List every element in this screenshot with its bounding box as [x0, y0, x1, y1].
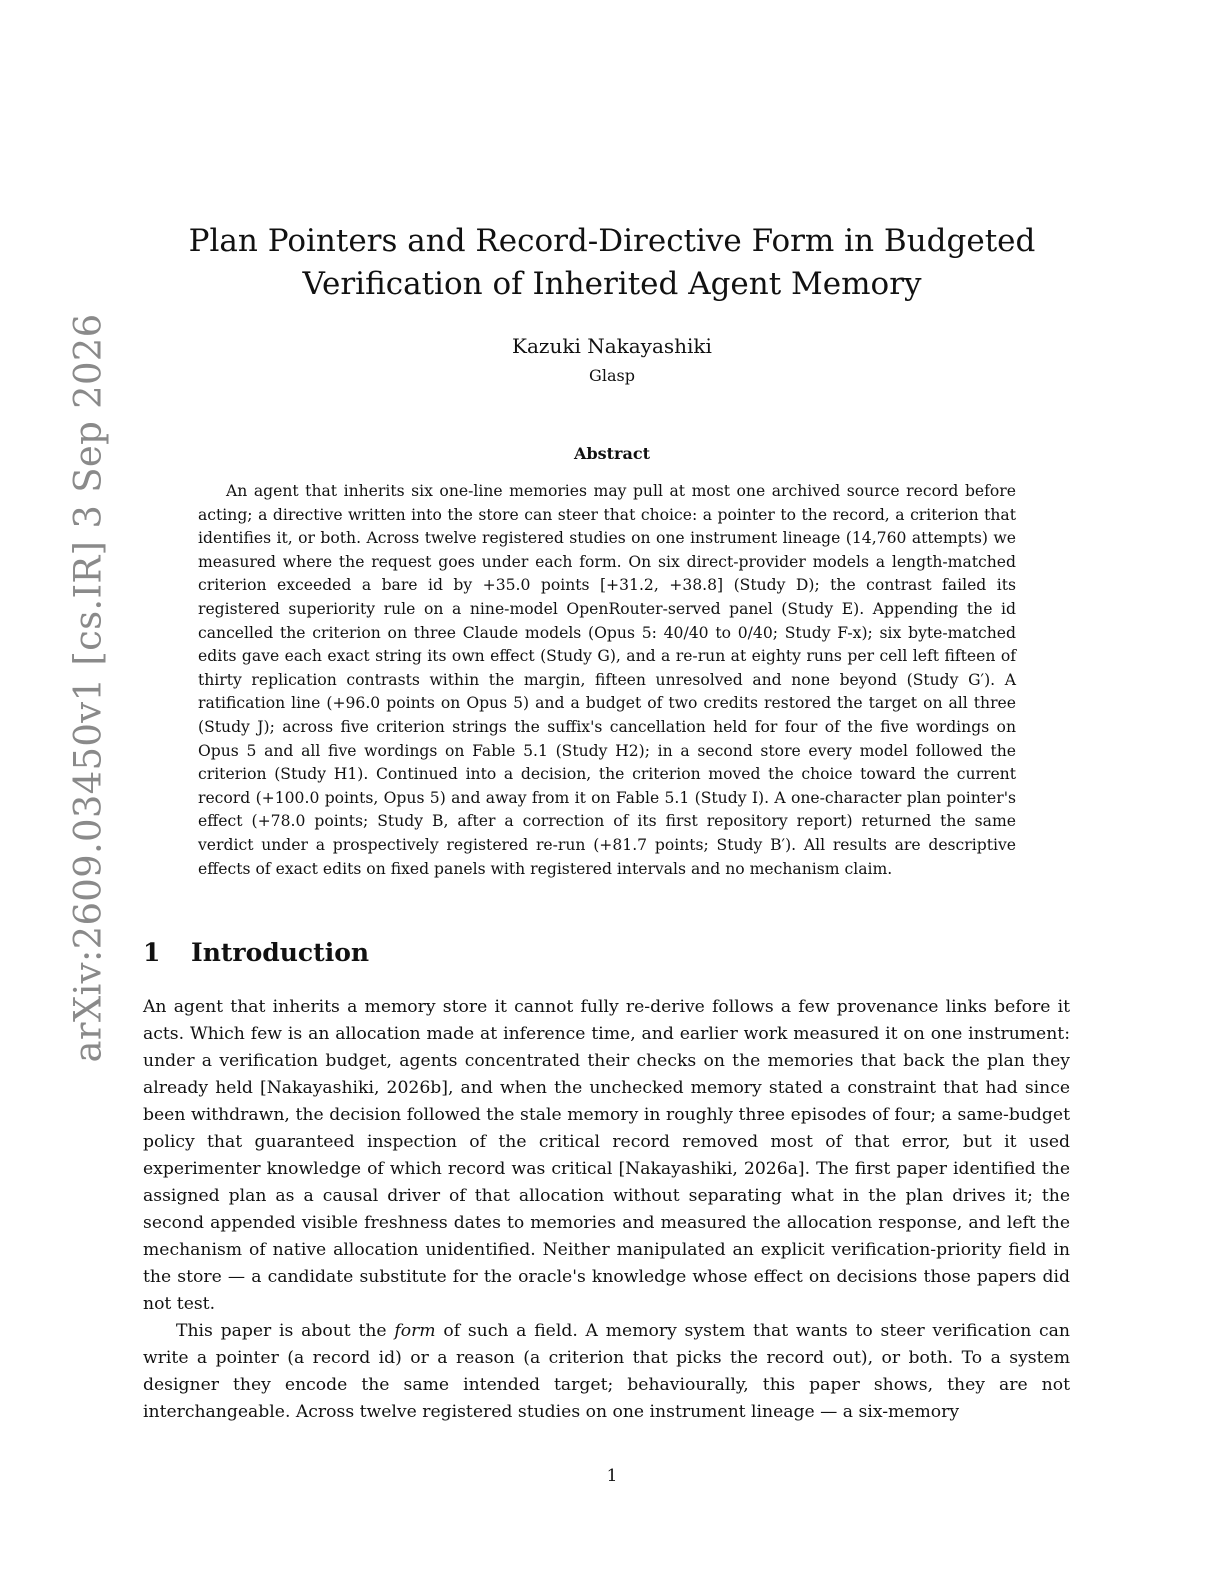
intro-paragraph-1: An agent that inherits a memory store it cannot fully re-derive follows a few provenance links before it acts. Which few is an allocation made at inference time, and earlier work measured it on one instrument: under a verification budget, agents concentrated their checks on the memories that back the plan they already held [Nakayashiki, 2026b], and when the unchecked memory stated a constraint that had since been withdrawn, the decision followed the stale memory in roughly three episodes of four; a same-budget policy that guaranteed inspection of the critical record removed most of that error, but it used experimenter knowledge of which record was critical [Nakayashiki, 2026a]. The first paper identified the assigned plan as a causal driver of that allocation without separating what in the plan drives it; the second appended visible freshness dates to memories and measured the allocation response, and left the mechanism of native allocation unidentified. Neither manipulated an explicit verification-priority field in the store — a candidate substitute for the oracle's knowledge whose effect on decisions those papers did not test. [143, 997, 1070, 1314]
author-name: Kazuki Nakayashiki [512, 334, 712, 358]
author-affiliation: Glasp [589, 366, 635, 385]
paper-title: Plan Pointers and Record-Directive Form in Budgeted Verification of Inherited Agent Memory [188, 223, 1036, 302]
intro-paragraph-2-rest: of such a field. A memory system that wants to steer verification can write a pointer (a record id) or a reason (a criterion that picks the record out), or both. To a system designer they encode the same intended target; behaviourally, this paper shows, they are not interchangeable. Across twelve registered studies on one instrument lineage — a six-memory [143, 1321, 1070, 1422]
section-number: 1 [143, 938, 161, 967]
intro-paragraph-2-emphasis: form [394, 1321, 436, 1341]
abstract-text: An agent that inherits six one-line memories may pull at most one archived source record before acting; a directive written into the store can steer that choice: a pointer to the record, a criterion that identifies it, or both. Across twelve registered studies on one instrument lineage (14,760 attempts) we measured where the request goes under each form. On six direct-provider models a length-matched criterion exceeded a bare id by +35.0 points [+31.2, +38.8] (Study D); the contrast failed its registered superiority rule on a nine-model OpenRouter-served panel (Study E). Appending the id cancelled the criterion on three Claude models (Opus 5: 40/40 to 0/40; Study F-x); six byte-matched edits gave each exact string its own effect (Study G), and a re-run at eighty runs per cell left fifteen of thirty replication contrasts within the margin, fifteen unresolved and none beyond (Study G′). A ratification line (+96.0 points on Opus 5) and a budget of two credits restored the target on all three (Study J); across five criterion strings the suffix's cancellation held for four of the five wordings on Opus 5 and all five wordings on Fable 5.1 (Study H2); in a second store every model followed the criterion (Study H1). Continued into a decision, the criterion moved the choice toward the current record (+100.0 points, Opus 5) and away from it on Fable 5.1 (Study I). A one-character plan pointer's effect (+78.0 points; Study B, after a correction of its first repository report) returned the same verdict under a prospectively registered re-run (+81.7 points; Study B′). All results are descriptive effects of exact edits on fixed panels with registered intervals and no mechanism claim. [198, 482, 1016, 878]
page-number: 1 [606, 1466, 618, 1486]
intro-paragraph-2 [143, 1318, 1070, 1426]
arxiv-identifier-stamp: arXiv:2609.03450v1 [cs.IR] 3 Sep 2026 [66, 313, 110, 1063]
abstract-heading: Abstract [574, 444, 650, 463]
section-title: Introduction [191, 938, 370, 967]
introduction-body [143, 994, 1070, 1426]
section-heading-introduction [143, 938, 369, 967]
intro-paragraph-2-lead: This paper is about the [176, 1321, 395, 1341]
